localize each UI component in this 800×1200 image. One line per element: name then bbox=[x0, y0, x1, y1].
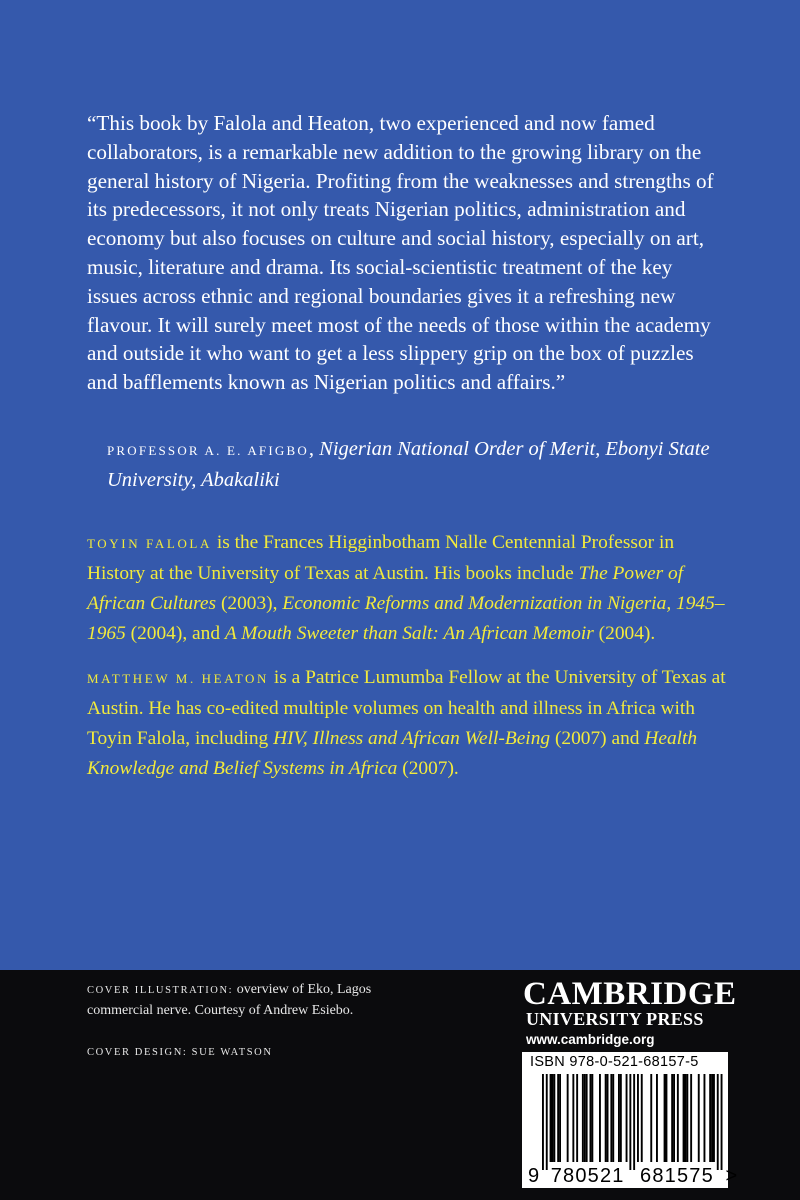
barcode-bar bbox=[666, 1074, 668, 1162]
bio-text: is a Patrice Lumumba Fellow at the University of Texas at Austin. He has co-edited multiple volumes on health and illness in Africa with Toyin Falola, including bbox=[87, 667, 726, 749]
barcode-bar bbox=[704, 1074, 706, 1162]
bio-text: (2007) and bbox=[550, 728, 645, 749]
barcode-bar bbox=[599, 1074, 601, 1162]
endorser-name: PROFESSOR A. E. AFIGBO bbox=[107, 443, 309, 458]
isbn-label: ISBN 978-0-521-68157-5 bbox=[530, 1054, 699, 1070]
barcode-bar bbox=[711, 1074, 713, 1162]
barcode-bar bbox=[626, 1074, 628, 1162]
endorsement-attribution bbox=[107, 435, 727, 495]
barcode-bar bbox=[557, 1074, 559, 1162]
bio-text: (2004), and bbox=[125, 623, 225, 644]
credit-label: COVER ILLUSTRATION: bbox=[87, 985, 234, 996]
barcode-bar bbox=[542, 1074, 544, 1170]
barcode-bar bbox=[671, 1074, 673, 1162]
cover-design-credit bbox=[87, 1042, 273, 1063]
barcode-bar bbox=[590, 1074, 592, 1162]
barcode-bar bbox=[637, 1074, 639, 1162]
credit-text: overview of Eko, Lagos commercial nerve. Courtesy of Andrew Esiebo. bbox=[87, 982, 372, 1018]
barcode-bar bbox=[620, 1074, 622, 1162]
barcode-bar bbox=[591, 1074, 593, 1162]
barcode-bar bbox=[629, 1074, 631, 1170]
barcode-bar bbox=[559, 1074, 561, 1162]
bio-text: is the Frances Higginbotham Nalle Centennial Professor in History at the University of Texas at Austin. His books include bbox=[87, 532, 675, 584]
attribution-separator: , bbox=[308, 438, 320, 460]
book-title: A Mouth Sweeter than Salt: An African Memoir bbox=[224, 623, 594, 644]
barcode-bar bbox=[567, 1074, 569, 1162]
author-bio-falola bbox=[87, 528, 737, 649]
barcode-bar bbox=[686, 1074, 688, 1162]
barcode-bar bbox=[582, 1074, 584, 1162]
barcode-bar bbox=[584, 1074, 586, 1162]
author-name: TOYIN FALOLA bbox=[87, 536, 212, 551]
barcode-bar bbox=[713, 1074, 715, 1162]
bio-text: (2004). bbox=[593, 623, 656, 644]
publisher-subtitle: UNIVERSITY PRESS bbox=[526, 1009, 704, 1029]
barcode-bar bbox=[677, 1074, 679, 1162]
barcode-bar bbox=[641, 1074, 643, 1162]
barcode-digit-group: 9 bbox=[528, 1165, 541, 1187]
endorser-title: Nigerian National Order of Merit, Ebonyi State University, Abakaliki bbox=[107, 438, 710, 491]
author-name: MATTHEW M. HEATON bbox=[87, 671, 270, 686]
barcode-digit-group: > bbox=[725, 1165, 739, 1187]
barcode-bar bbox=[572, 1074, 574, 1162]
barcode-bar bbox=[546, 1074, 548, 1170]
barcode-bar bbox=[610, 1074, 612, 1162]
barcode-bar bbox=[607, 1074, 609, 1162]
barcode-bar bbox=[586, 1074, 588, 1162]
barcode-bar bbox=[698, 1074, 700, 1162]
barcode-bar bbox=[605, 1074, 607, 1162]
barcode-bar bbox=[721, 1074, 723, 1170]
barcode-bar bbox=[656, 1074, 658, 1162]
book-title: HIV, Illness and African Well-Being bbox=[273, 728, 551, 749]
book-title: The Power of African Cultures bbox=[87, 563, 684, 614]
barcode bbox=[522, 1052, 739, 1188]
bio-text: (2003), bbox=[216, 593, 283, 614]
barcode-bar bbox=[576, 1074, 578, 1162]
publisher-logo bbox=[523, 976, 737, 1049]
barcode-bar bbox=[690, 1074, 692, 1162]
book-title: Health Knowledge and Belief Systems in Africa bbox=[87, 728, 698, 779]
barcode-bar bbox=[650, 1074, 652, 1162]
book-title: Economic Reforms and Modernization in Nigeria, 1945–1965 bbox=[87, 593, 725, 644]
barcode-digit-group: 780521 bbox=[550, 1165, 625, 1187]
barcode-bar bbox=[612, 1074, 614, 1162]
barcode-bar bbox=[552, 1074, 554, 1162]
barcode-bar bbox=[633, 1074, 635, 1170]
publisher-url: www.cambridge.org bbox=[526, 1032, 655, 1047]
publisher-name: CAMBRIDGE bbox=[523, 976, 737, 1012]
cover-illustration-credit bbox=[87, 980, 427, 1021]
endorsement-quote: “This book by Falola and Heaton, two experienced and now famed collaborators, is a remarkable new addition to the growing library on the general history of Nigeria. Profiting from the weaknesses and strengths of its predecessors, it not only treats Nigerian politics, administration and economy but also focuses on culture and social history, especially on art, music, literature and drama. Its social-scientistic treatment of the key issues across ethnic and regional boundaries gives it a refreshing new flavour. It will surely meet most of the needs of those within the academy and outside it who want to get a less slippery grip on the box of puzzles and bafflements known as Nigerian politics and affairs.” bbox=[87, 111, 714, 395]
author-bio-heaton bbox=[87, 663, 737, 784]
barcode-bar bbox=[550, 1074, 552, 1162]
barcode-bar bbox=[664, 1074, 666, 1162]
barcode-bar bbox=[685, 1074, 687, 1162]
barcode-bar bbox=[717, 1074, 719, 1170]
barcode-digit-group: 681575 bbox=[640, 1165, 714, 1187]
barcode-bar bbox=[709, 1074, 711, 1162]
bio-text: (2007). bbox=[397, 758, 459, 779]
barcode-bar bbox=[683, 1074, 685, 1162]
credit-label: COVER DESIGN: SUE WATSON bbox=[87, 1047, 273, 1058]
barcode-bar bbox=[673, 1074, 675, 1162]
barcode-bar bbox=[618, 1074, 620, 1162]
barcode-bar bbox=[553, 1074, 555, 1162]
